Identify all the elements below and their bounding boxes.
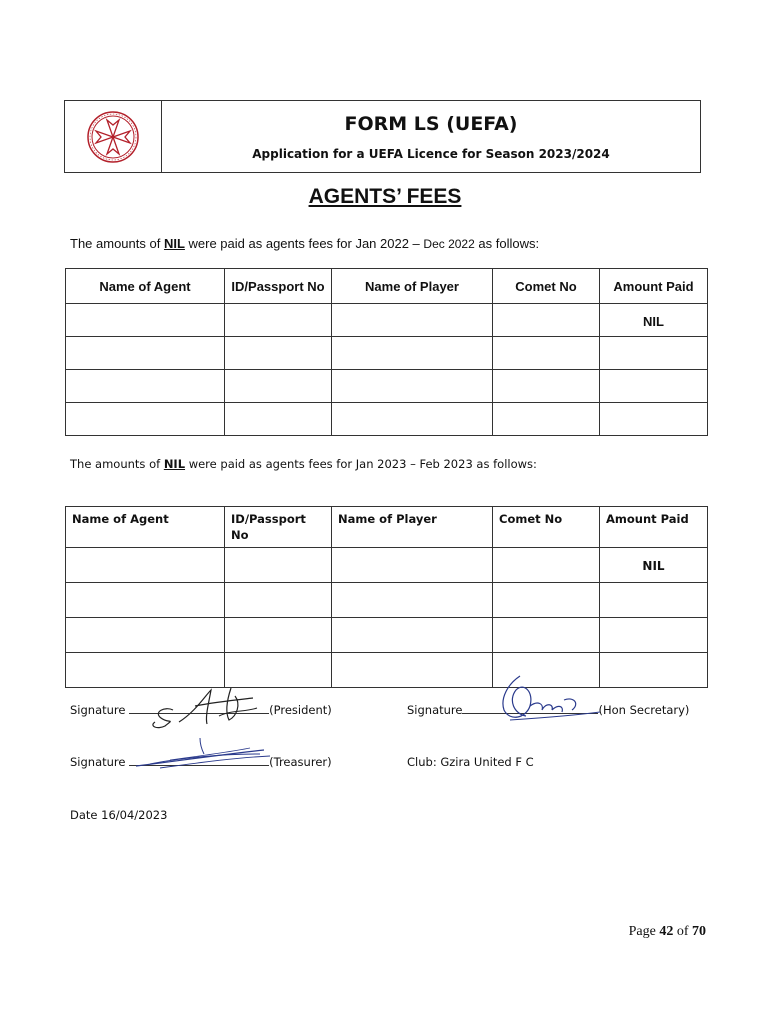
intro-text: The amounts of bbox=[70, 457, 164, 471]
column-header: Name of Agent bbox=[66, 507, 225, 548]
table-cell bbox=[493, 618, 600, 653]
table-cell bbox=[66, 548, 225, 583]
table-cell bbox=[600, 403, 708, 436]
intro-date: Dec 2022 bbox=[423, 237, 475, 251]
section2-intro bbox=[70, 457, 537, 471]
table-cell bbox=[493, 304, 600, 337]
table-cell bbox=[493, 370, 600, 403]
signature-role: (Treasurer) bbox=[269, 755, 332, 769]
column-header: ID/Passport No bbox=[225, 269, 332, 304]
table-cell bbox=[332, 304, 493, 337]
page-total: 70 bbox=[692, 924, 706, 939]
form-header bbox=[64, 100, 701, 173]
column-header: Name of Player bbox=[332, 507, 493, 548]
table-cell bbox=[332, 653, 493, 688]
table-cell bbox=[600, 337, 708, 370]
signature-label: Signature bbox=[70, 755, 126, 769]
column-header: Amount Paid bbox=[600, 269, 708, 304]
intro-text: as follows: bbox=[474, 236, 540, 251]
table-cell bbox=[600, 370, 708, 403]
intro-amount: NIL bbox=[163, 236, 185, 251]
column-header: Name of Agent bbox=[66, 269, 225, 304]
signature-label: Signature bbox=[407, 703, 463, 717]
table-cell bbox=[332, 583, 493, 618]
table-cell bbox=[66, 403, 225, 436]
table-row bbox=[66, 370, 708, 403]
table-cell bbox=[225, 304, 332, 337]
table-cell bbox=[332, 618, 493, 653]
form-date: Date 16/04/2023 bbox=[70, 808, 168, 822]
intro-text: were paid as agents fees for Jan 2023 – Feb 2023 as follows: bbox=[185, 457, 537, 471]
page-number bbox=[629, 924, 706, 940]
page-of: of bbox=[676, 924, 689, 939]
table-cell: NIL bbox=[600, 304, 708, 337]
table-cell bbox=[493, 583, 600, 618]
table-cell bbox=[225, 370, 332, 403]
agents-fees-table-2023 bbox=[65, 506, 708, 688]
agents-fees-table-2022 bbox=[65, 268, 708, 436]
table-cell bbox=[493, 403, 600, 436]
table-cell bbox=[66, 583, 225, 618]
secretary-signature-graphic bbox=[480, 670, 610, 728]
signature-role: (President) bbox=[269, 703, 332, 717]
table-row bbox=[66, 583, 708, 618]
table-cell: NIL bbox=[600, 548, 708, 583]
intro-amount: NIL bbox=[163, 457, 186, 471]
page-word: Page bbox=[628, 924, 656, 939]
form-title: FORM LS (UEFA) bbox=[344, 113, 518, 135]
table-header-row bbox=[66, 269, 708, 304]
table-header-row bbox=[66, 507, 708, 548]
table-cell bbox=[600, 653, 708, 688]
intro-text: were paid as agents fees for Jan 2022 – bbox=[184, 236, 424, 251]
treasurer-signature-graphic bbox=[130, 736, 280, 772]
column-header: Name of Player bbox=[332, 269, 493, 304]
form-subtitle: Application for a UEFA Licence for Season 2023/2024 bbox=[252, 147, 610, 161]
table-row bbox=[66, 403, 708, 436]
table-cell bbox=[332, 337, 493, 370]
table-cell bbox=[600, 618, 708, 653]
table-cell bbox=[332, 370, 493, 403]
table-cell bbox=[225, 337, 332, 370]
table-cell bbox=[66, 304, 225, 337]
club-name: Club: Gzira United F C bbox=[407, 755, 534, 769]
table-cell bbox=[225, 548, 332, 583]
table-cell bbox=[66, 337, 225, 370]
maltese-cross-seal-icon bbox=[86, 110, 140, 164]
table-cell bbox=[493, 548, 600, 583]
title-cell bbox=[162, 101, 700, 172]
table-row bbox=[66, 618, 708, 653]
column-header: ID/Passport No bbox=[225, 507, 332, 548]
table-cell bbox=[66, 618, 225, 653]
table-row bbox=[66, 337, 708, 370]
table-cell bbox=[225, 583, 332, 618]
logo-cell bbox=[65, 101, 162, 172]
table-row bbox=[66, 548, 708, 583]
table-cell bbox=[332, 548, 493, 583]
table-cell bbox=[493, 337, 600, 370]
signature-role: (Hon Secretary) bbox=[598, 703, 690, 717]
intro-text: The amounts of bbox=[70, 236, 164, 251]
column-header: Amount Paid bbox=[600, 507, 708, 548]
column-header: Comet No bbox=[493, 507, 600, 548]
table-cell bbox=[225, 618, 332, 653]
section1-intro bbox=[70, 236, 539, 251]
president-signature-graphic bbox=[135, 682, 275, 732]
page-current: 42 bbox=[659, 924, 674, 939]
page-title: AGENTS’ FEES bbox=[308, 185, 462, 208]
table-cell bbox=[332, 403, 493, 436]
signature-label: Signature bbox=[70, 703, 126, 717]
table-cell bbox=[225, 403, 332, 436]
column-header: Comet No bbox=[493, 269, 600, 304]
table-cell bbox=[600, 583, 708, 618]
table-cell bbox=[66, 370, 225, 403]
table-row bbox=[66, 304, 708, 337]
